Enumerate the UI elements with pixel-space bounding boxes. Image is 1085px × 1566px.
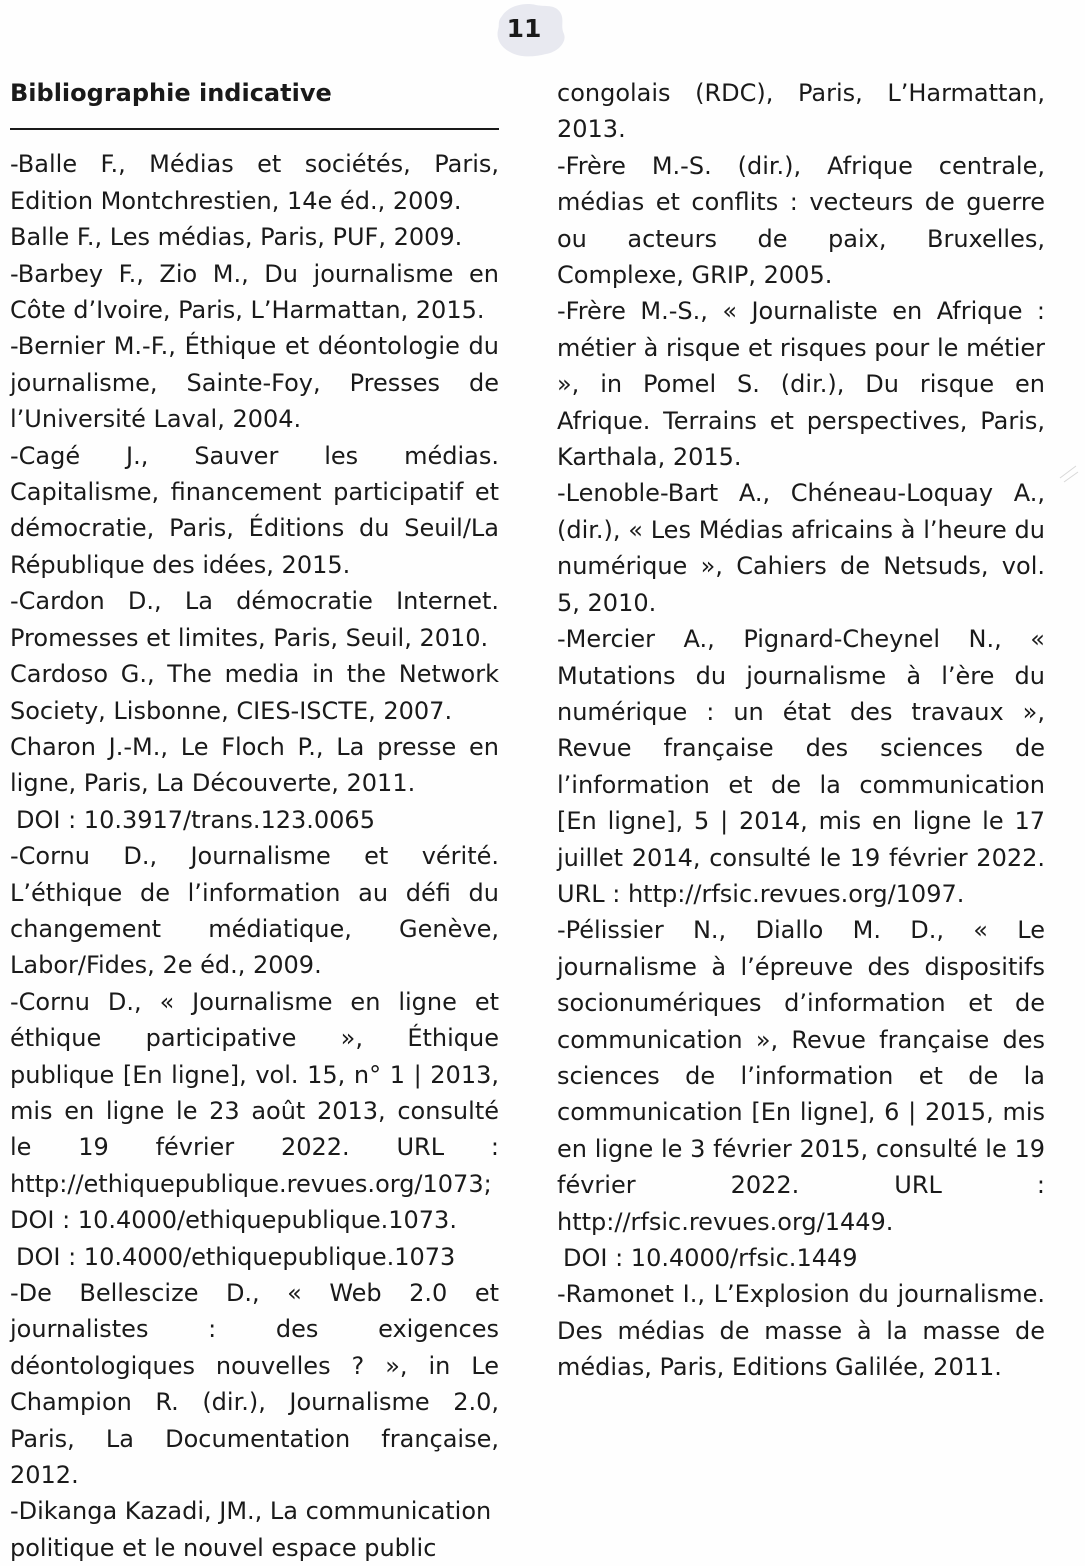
left-column xyxy=(10,75,499,1566)
reference-entry: -Balle F., Médias et sociétés, Paris, Edition Montchrestien, 14e éd., 2009. xyxy=(10,150,499,215)
reference-doi: DOI : 10.4000/ethiquepublique.1073 xyxy=(16,1242,456,1271)
reference-entry: -Mercier A., Pignard-Cheynel N., « Mutations du journalisme à l’ère du numérique : un état des travaux », Revue française des sciences de l’information et de la communication [En ligne], 5 | 2014, mis en ligne le 17 juillet 2014, consulté le 19 février 2022. URL : http://rfsic.revues.org/1097. xyxy=(557,625,1045,908)
reference-entry: -Pélissier N., Diallo M. D., « Le journalisme à l’épreuve des dispositifs socionumériques d’information et de communication », Revue française des sciences de l’information et de la communication [En ligne], 6 | 2015, mis en ligne le 3 février 2015, consulté le 19 février 2022. URL : http://rfsic.revues.org/1449. xyxy=(557,916,1045,1236)
page-number-area xyxy=(494,2,566,60)
bibliography-heading: Bibliographie indicative xyxy=(10,79,332,107)
reference-entry: -Lenoble-Bart A., Chéneau-Loquay A., (dir.), « Les Médias africains à l’heure du numérique », Cahiers de Netsuds, vol. 5, 2010. xyxy=(557,479,1045,617)
reference-entry: -Frère M.-S., « Journaliste en Afrique : métier à risque et risques pour le métier », in Pomel S. (dir.), Du risque en Afrique. Terrains et perspectives, Paris, Karthala, 2015. xyxy=(557,297,1045,472)
heading-divider xyxy=(10,128,499,130)
reference-entry: Cardoso G., The media in the Network Society, Lisbonne, CIES-ISCTE, 2007. xyxy=(10,660,499,725)
margin-mark xyxy=(1058,458,1080,488)
reference-doi: DOI : 10.4000/rfsic.1449 xyxy=(563,1244,858,1272)
page-number: 11 xyxy=(506,14,542,43)
reference-entry: -Cagé J., Sauver les médias. Capitalisme, financement participatif et démocratie, Paris, Éditions du Seuil/La République des idées, 2015. xyxy=(10,441,499,579)
reference-entry: -Dikanga Kazadi, JM., La communication politique et le nouvel espace public xyxy=(10,1497,492,1562)
reference-entry: -Barbey F., Zio M., Du journalisme en Côte d’Ivoire, Paris, L’Harmattan, 2015. xyxy=(10,259,499,325)
reference-entry: congolais (RDC), Paris, L’Harmattan, 2013. xyxy=(557,79,1045,144)
reference-entry: -Frère M.-S. (dir.), Afrique centrale, médias et conflits : vecteurs de guerre ou acteurs de paix, Bruxelles, Complexe, GRIP, 2005. xyxy=(557,151,1045,290)
reference-entry: -Ramonet I., L’Explosion du journalisme. Des médias de masse à la masse de médias, Paris, Editions Galilée, 2011. xyxy=(557,1280,1045,1382)
reference-entry: -Cornu D., Journalisme et vérité. L’éthique de l’information au défi du changement médiatique, Genève, Labor/Fides, 2e éd., 2009. xyxy=(10,842,499,980)
reference-entry: -Cardon D., La démocratie Internet. Promesses et limites, Paris, Seuil, 2010. xyxy=(10,587,499,652)
reference-entry: -Cornu D., « Journalisme en ligne et éthique participative », Éthique publique [En ligne], vol. 15, n° 1 | 2013, mis en ligne le 23 août 2013, consulté le 19 février 2022. URL : http://ethiquepublique.revues.org/1073; DOI : 10.4000/ethiquepublique.1073. xyxy=(10,987,499,1235)
reference-entry: -De Bellescize D., « Web 2.0 et journalistes : des exigences déontologiques nouvelles ? », in Le Champion R. (dir.), Journalisme 2.0, Paris, La Documentation française, 2012. xyxy=(10,1279,499,1490)
reference-entry: -Bernier M.-F., Éthique et déontologie du journalisme, Sainte-Foy, Presses de l’Université Laval, 2004. xyxy=(10,332,499,434)
right-column xyxy=(557,75,1045,1386)
reference-doi: DOI : 10.3917/trans.123.0065 xyxy=(16,805,375,834)
reference-entry: Balle F., Les médias, Paris, PUF, 2009. xyxy=(10,223,463,252)
reference-entry: Charon J.-M., Le Floch P., La presse en ligne, Paris, La Découverte, 2011. xyxy=(10,732,499,798)
